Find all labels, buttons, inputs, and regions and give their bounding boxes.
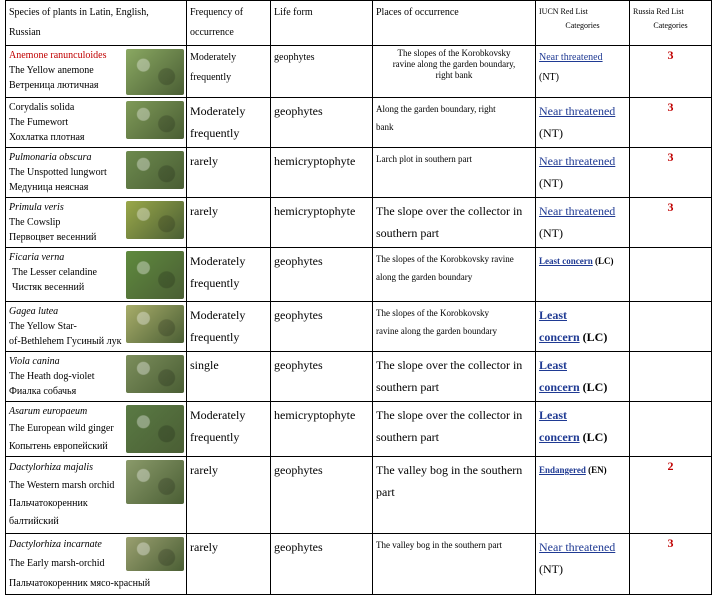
iucn-cell [536,98,630,148]
place-cell [373,457,536,534]
place-line1: The slope over the collector in [376,408,523,422]
frequency-cell [187,248,271,302]
russia-category: 3 [630,534,712,595]
iucn-category-link[interactable]: Near threatened [539,204,616,218]
russia-category: 2 [630,457,712,534]
species-cell [6,534,187,595]
russian-name: Чистяк весенний [12,282,85,293]
english-name-line2: of-Bethlehem [9,336,64,347]
russian-name: Пальчатокоренник мясо-красный [9,578,151,589]
table-row [6,352,712,402]
russian-name: Пальчатокоренник [9,498,88,509]
species-cell [6,198,187,248]
iucn-category-link[interactable]: Least concern [539,256,593,266]
english-name: The Western marsh orchid [9,480,115,491]
place-line3: right bank [435,70,473,80]
russian-name: Первоцвет весенний [9,232,97,243]
place-cell [373,402,536,457]
life-form-cell: geophytes [271,352,373,402]
english-name: The Lesser celandine [12,267,97,278]
table-row [6,248,712,302]
table-row [6,302,712,352]
frequency-line2: frequently [190,72,232,83]
iucn-code: (NT) [539,562,563,576]
frequency-line1: Moderately [190,52,237,63]
place-line1: The valley bog in the southern [376,463,523,477]
species-cell [6,352,187,402]
place-cell [373,534,536,595]
frequency-line1: Moderately [190,308,246,322]
iucn-code: (NT) [539,72,559,83]
russian-name: Гусиный лук [66,336,122,347]
species-cell [6,248,187,302]
life-form-cell: hemicryptophyte [271,402,373,457]
place-cell [373,148,536,198]
place-line1: The slope over the collector in [376,358,523,372]
iucn-category-link[interactable]: Least [539,308,567,322]
iucn-category-link[interactable]: Least [539,358,567,372]
frequency-line1: rarely [190,154,218,168]
latin-name: Dactylorhiza incarnate [9,539,102,550]
latin-name: Asarum europaeum [9,406,88,417]
header-russia [630,1,712,46]
frequency-line2: frequently [190,126,240,140]
place-cell [373,302,536,352]
frequency-line1: single [190,358,219,372]
header-iucn [536,1,630,46]
header-russia-categories: Categories [653,21,688,30]
latin-name: Corydalis solida [9,102,75,113]
place-line1: The slopes of the Korobkovsky [376,308,489,318]
place-line2: bank [376,122,394,132]
english-name-cont [9,334,183,349]
russian-name: Фиалка собачья [9,386,77,397]
table-row [6,98,712,148]
header-places: Places of occurrence [373,1,536,46]
latin-name: Primula veris [9,202,64,213]
iucn-cell [536,148,630,198]
species-cell [6,148,187,198]
life-form-cell: geophytes [271,302,373,352]
iucn-cell [536,402,630,457]
latin-name: Ficaria verna [9,252,65,263]
frequency-line1: Moderately [190,408,246,422]
iucn-category-link[interactable]: Least [539,408,567,422]
frequency-cell [187,457,271,534]
russia-category [630,248,712,302]
life-form-cell: geophytes [271,98,373,148]
russian-name: Хохлатка плотная [9,132,85,143]
species-cell [6,98,187,148]
frequency-cell [187,46,271,98]
place-line2: ravine along the garden boundary [376,326,497,336]
header-row [6,1,712,46]
russian-name: Копытень европейский [9,441,108,452]
place-cell [373,198,536,248]
iucn-cell [536,198,630,248]
plants-table [5,0,712,595]
english-name: The Early marsh-orchid [9,558,105,569]
header-iucn-title: IUCN Red List [539,7,588,16]
english-name: The Yellow anemone [9,65,94,76]
latin-name: Dactylorhiza majalis [9,462,93,473]
life-form-cell: geophytes [271,46,373,98]
place-cell [373,46,536,98]
species-cell [6,46,187,98]
english-name: The Heath dog-violet [9,371,95,382]
russia-category [630,302,712,352]
life-form-cell: geophytes [271,457,373,534]
iucn-code: (LC) [582,430,608,444]
frequency-line2: frequently [190,430,240,444]
iucn-cell [536,302,630,352]
russian-name: Ветреница лютичная [9,80,99,91]
species-cell [6,457,187,534]
header-species-line1: Species of plants in Latin, English, [9,7,149,18]
table-row [6,402,712,457]
life-form-cell: hemicryptophyte [271,148,373,198]
iucn-code: (LC) [595,256,614,266]
iucn-category-link-cont[interactable]: concern [539,430,580,444]
place-line2: southern part [376,380,439,394]
table-row [6,148,712,198]
english-name: The Cowslip [9,217,61,228]
iucn-code: (LC) [582,330,608,344]
russia-category: 3 [630,98,712,148]
frequency-line2: frequently [190,276,240,290]
table-row [6,46,712,98]
frequency-cell [187,402,271,457]
frequency-line1: Moderately [190,254,246,268]
latin-name: Pulmonaria obscura [9,152,92,163]
header-russia-title: Russia Red List [633,7,684,16]
iucn-category-link[interactable]: Endangered [539,465,586,475]
place-line1: Larch plot in southern part [376,154,472,164]
latin-name: Gagea lutea [9,306,59,317]
place-line1: The slopes of the Korobkovsky ravine [376,254,514,264]
frequency-line1: rarely [190,540,218,554]
iucn-category-link[interactable]: Near threatened [539,154,616,168]
iucn-code: (EN) [588,465,607,475]
frequency-cell [187,302,271,352]
place-cell [373,352,536,402]
frequency-cell [187,198,271,248]
header-species [6,1,187,46]
species-cell [6,402,187,457]
header-frequency [187,1,271,46]
frequency-line1: rarely [190,204,218,218]
english-name: The Unspotted lungwort [9,167,107,178]
place-cell [373,248,536,302]
latin-name: Viola canina [9,356,60,367]
table-row [6,534,712,595]
iucn-category-link[interactable]: Near threatened [539,104,616,118]
place-cell [373,98,536,148]
english-name: The Yellow Star- [9,321,77,332]
iucn-code: (NT) [539,126,563,140]
frequency-line2: frequently [190,330,240,344]
iucn-category-link-cont[interactable]: concern [539,330,580,344]
header-frequency-line1: Frequency of [190,7,244,18]
iucn-code: (NT) [539,176,563,190]
russia-category: 3 [630,198,712,248]
place-line2: ravine along the garden boundary, [392,59,516,69]
place-line2: along the garden boundary [376,272,473,282]
iucn-category-link[interactable]: Near threatened [539,540,616,554]
life-form-cell: geophytes [271,534,373,595]
iucn-category-link[interactable]: Near threatened [539,52,603,63]
place-line1: The slopes of the Korobkovsky [397,48,511,58]
place-line2: southern part [376,226,439,240]
place-line2: part [376,485,395,499]
frequency-line1: Moderately [190,104,246,118]
iucn-category-link-cont[interactable]: concern [539,380,580,394]
russia-category [630,402,712,457]
table-row [6,198,712,248]
header-iucn-categories: Categories [565,21,600,30]
iucn-cell [536,46,630,98]
species-cell [6,302,187,352]
iucn-cell [536,457,630,534]
frequency-cell [187,148,271,198]
russia-category: 3 [630,46,712,98]
frequency-cell [187,352,271,402]
english-name: The Fumewort [9,117,69,128]
iucn-cell [536,248,630,302]
place-line1: Along the garden boundary, right [376,104,496,114]
iucn-line2 [539,426,626,448]
russian-name: Медуница неясная [9,182,89,193]
iucn-cell [536,534,630,595]
frequency-line1: rarely [190,463,218,477]
header-frequency-line2: occurrence [190,27,234,38]
english-name: The European wild ginger [9,423,114,434]
iucn-cell [536,352,630,402]
frequency-cell [187,534,271,595]
iucn-code: (NT) [539,226,563,240]
frequency-cell [187,98,271,148]
iucn-code: (LC) [582,380,608,394]
place-line1: The slope over the collector in [376,204,523,218]
russia-category: 3 [630,148,712,198]
life-form-cell: geophytes [271,248,373,302]
latin-name: Anemone ranunculoides [9,50,107,61]
russian-name-line2: балтийский [9,516,59,527]
table-row [6,457,712,534]
place-line2: southern part [376,430,439,444]
header-species-line2: Russian [9,27,41,38]
iucn-line2 [539,376,626,398]
iucn-line2 [539,326,626,348]
life-form-cell: hemicryptophyte [271,198,373,248]
header-life-form: Life form [271,1,373,46]
place-line1: The valley bog in the southern part [376,540,502,550]
russia-category [630,352,712,402]
